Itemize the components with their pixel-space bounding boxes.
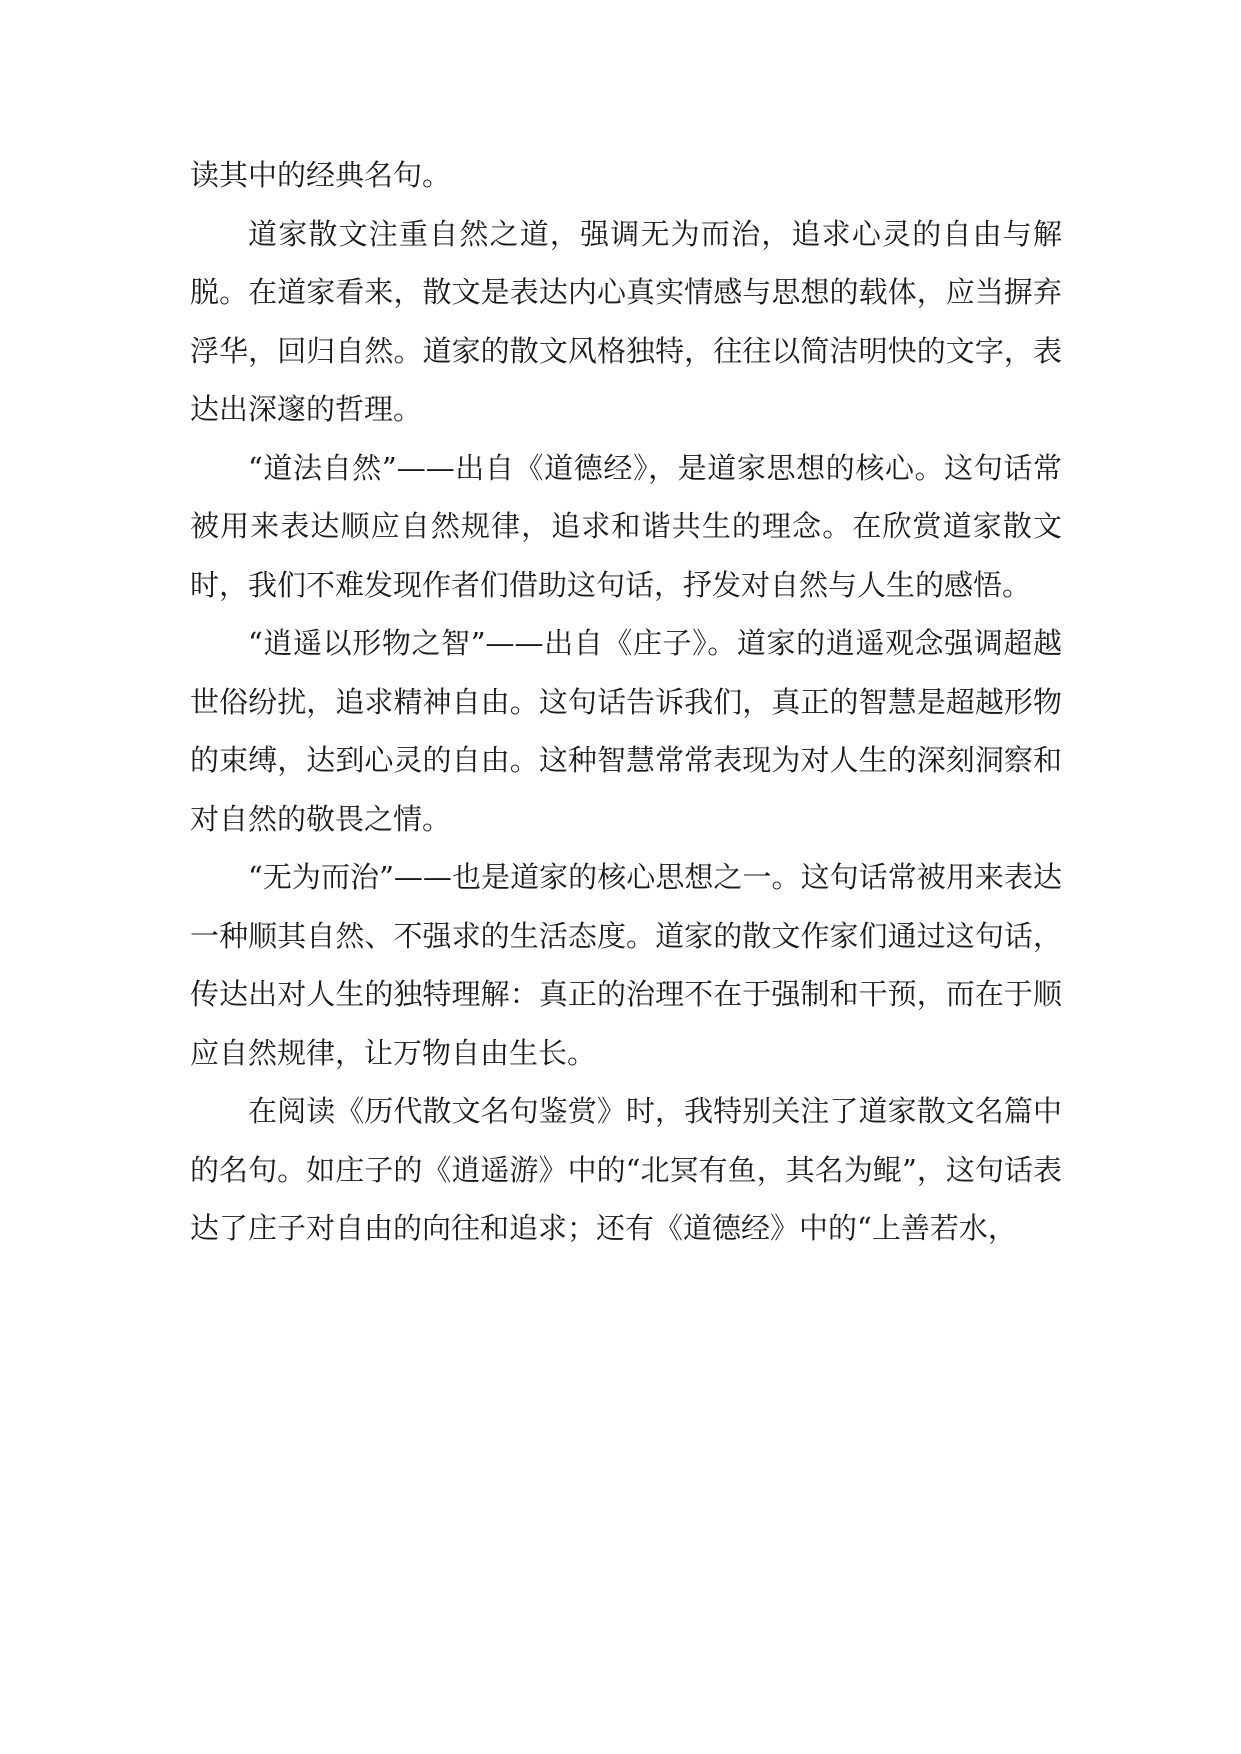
document-body — [190, 146, 1062, 1258]
paragraph-reading-notes: 在阅读《历代散文名句鉴赏》时，我特别关注了道家散文名篇中的名句。如庄子的《逍遥游》中的“北冥有鱼，其名为鲲”，这句话表达了庄子对自由的向往和追求；还有《道德经》中的“上善若水， — [190, 1094, 1062, 1245]
paragraph-xiaoyao: “逍遥以形物之智”——出自《庄子》。道家的逍遥观念强调超越世俗纷扰，追求精神自由。这句话告诉我们，真正的智慧是超越形物的束缚，达到心灵的自由。这种智慧常常表现为对人生的深刻洞察和对自然的敬畏之情。 — [190, 626, 1062, 836]
paragraph-daoist-prose: 道家散文注重自然之道，强调无为而治，追求心灵的自由与解脱。在道家看来，散文是表达内心真实情感与思想的载体，应当摒弃浮华，回归自然。道家的散文风格独特，往往以简洁明快的文字，表达出深邃的哲理。 — [190, 216, 1062, 426]
paragraph-continuation: 读其中的经典名句。 — [190, 158, 452, 192]
paragraph-wuwei: “无为而治”——也是道家的核心思想之一。这句话常被用来表达一种顺其自然、不强求的生活态度。道家的散文作家们通过这句话，传达出对人生的独特理解：真正的治理不在于强制和干预，而在于顺应自然规律，让万物自由生长。 — [190, 860, 1062, 1070]
paragraph-dao-fa-ziran: “道法自然”——出自《道德经》，是道家思想的核心。这句话常被用来表达顺应自然规律，追求和谐共生的理念。在欣赏道家散文时，我们不难发现作者们借助这句话，抒发对自然与人生的感悟。 — [190, 450, 1062, 602]
